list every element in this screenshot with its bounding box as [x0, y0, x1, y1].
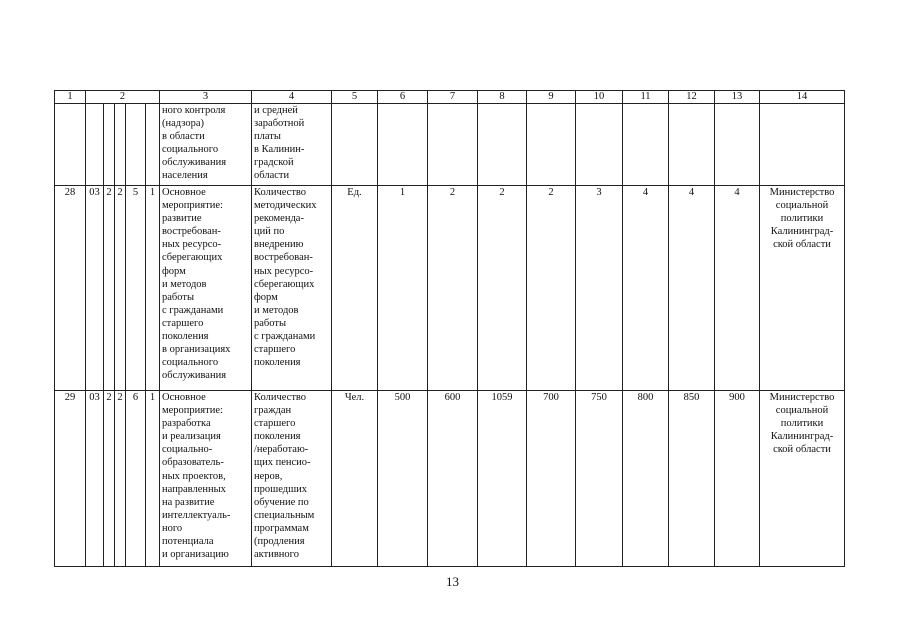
event-name: Основное мероприятие: развитие востребован- ных ресурсо- сберегающих форм и методов работы с гражданами старшего поколения в организациях социального обслуживания [160, 186, 252, 391]
page-number: 13 [446, 574, 459, 589]
header-cell: 8 [478, 91, 527, 104]
header-cell: 12 [669, 91, 715, 104]
indicators-table [54, 90, 845, 567]
header-cell: 4 [252, 91, 332, 104]
indicator-name: Количество граждан старшего поколения /неработаю- щих пенсио- неров, прошедших обучение по специальным программам (продления активного [252, 391, 332, 567]
header-cell: 13 [715, 91, 760, 104]
code-cell: 03 [86, 391, 104, 567]
header-cell: 5 [332, 91, 378, 104]
value-cell: 4 [715, 186, 760, 391]
value-cell: 1 [378, 186, 428, 391]
header-cell: 1 [55, 91, 86, 104]
value-cell [478, 104, 527, 186]
code-cell: 2 [115, 391, 126, 567]
value-cell: 2 [527, 186, 576, 391]
unit-cell: Чел. [332, 391, 378, 567]
code-cell: 1 [146, 391, 160, 567]
code-cell [126, 104, 146, 186]
value-cell [428, 104, 478, 186]
value-cell: 2 [428, 186, 478, 391]
indicator-name: и средней заработной платы в Калинин- градской области [252, 104, 332, 186]
value-cell [576, 104, 623, 186]
table-row [55, 391, 845, 567]
indicator-name: Количество методических рекоменда- ций по внедрению востребован- ных ресурсо- сберегающих форм и методов работы с гражданами старшего поколения [252, 186, 332, 391]
table-row [55, 104, 845, 186]
code-cell: 2 [115, 186, 126, 391]
value-cell: 500 [378, 391, 428, 567]
value-cell: 4 [669, 186, 715, 391]
event-name: ного контроля (надзора) в области социального обслуживания населения [160, 104, 252, 186]
header-row [55, 91, 845, 104]
row-number [55, 104, 86, 186]
value-cell [669, 104, 715, 186]
event-name: Основное мероприятие: разработка и реализация социально- образователь- ных проектов, направленных на развитие интеллектуаль- ного потенциала и организацию [160, 391, 252, 567]
value-cell: 3 [576, 186, 623, 391]
responsible-cell: Министерство социальной политики Калининград- ской области [760, 186, 845, 391]
code-cell: 5 [126, 186, 146, 391]
header-cell: 7 [428, 91, 478, 104]
value-cell [623, 104, 669, 186]
responsible-cell [760, 104, 845, 186]
value-cell [715, 104, 760, 186]
responsible-cell: Министерство социальной политики Калининград- ской области [760, 391, 845, 567]
header-cell: 9 [527, 91, 576, 104]
row-number: 28 [55, 186, 86, 391]
value-cell: 600 [428, 391, 478, 567]
value-cell: 800 [623, 391, 669, 567]
value-cell: 700 [527, 391, 576, 567]
code-cell [115, 104, 126, 186]
unit-cell: Ед. [332, 186, 378, 391]
row-number: 29 [55, 391, 86, 567]
code-cell: 03 [86, 186, 104, 391]
value-cell [378, 104, 428, 186]
value-cell: 4 [623, 186, 669, 391]
header-cell: 14 [760, 91, 845, 104]
code-cell: 6 [126, 391, 146, 567]
code-cell: 1 [146, 186, 160, 391]
value-cell: 900 [715, 391, 760, 567]
code-cell [146, 104, 160, 186]
header-cell: 3 [160, 91, 252, 104]
header-cell: 11 [623, 91, 669, 104]
code-cell: 2 [104, 391, 115, 567]
header-cell: 6 [378, 91, 428, 104]
unit-cell [332, 104, 378, 186]
header-cell: 2 [86, 91, 160, 104]
code-cell [86, 104, 104, 186]
table-row [55, 186, 845, 391]
value-cell: 750 [576, 391, 623, 567]
code-cell: 2 [104, 186, 115, 391]
value-cell: 1059 [478, 391, 527, 567]
value-cell [527, 104, 576, 186]
code-cell [104, 104, 115, 186]
header-cell: 10 [576, 91, 623, 104]
value-cell: 2 [478, 186, 527, 391]
value-cell: 850 [669, 391, 715, 567]
